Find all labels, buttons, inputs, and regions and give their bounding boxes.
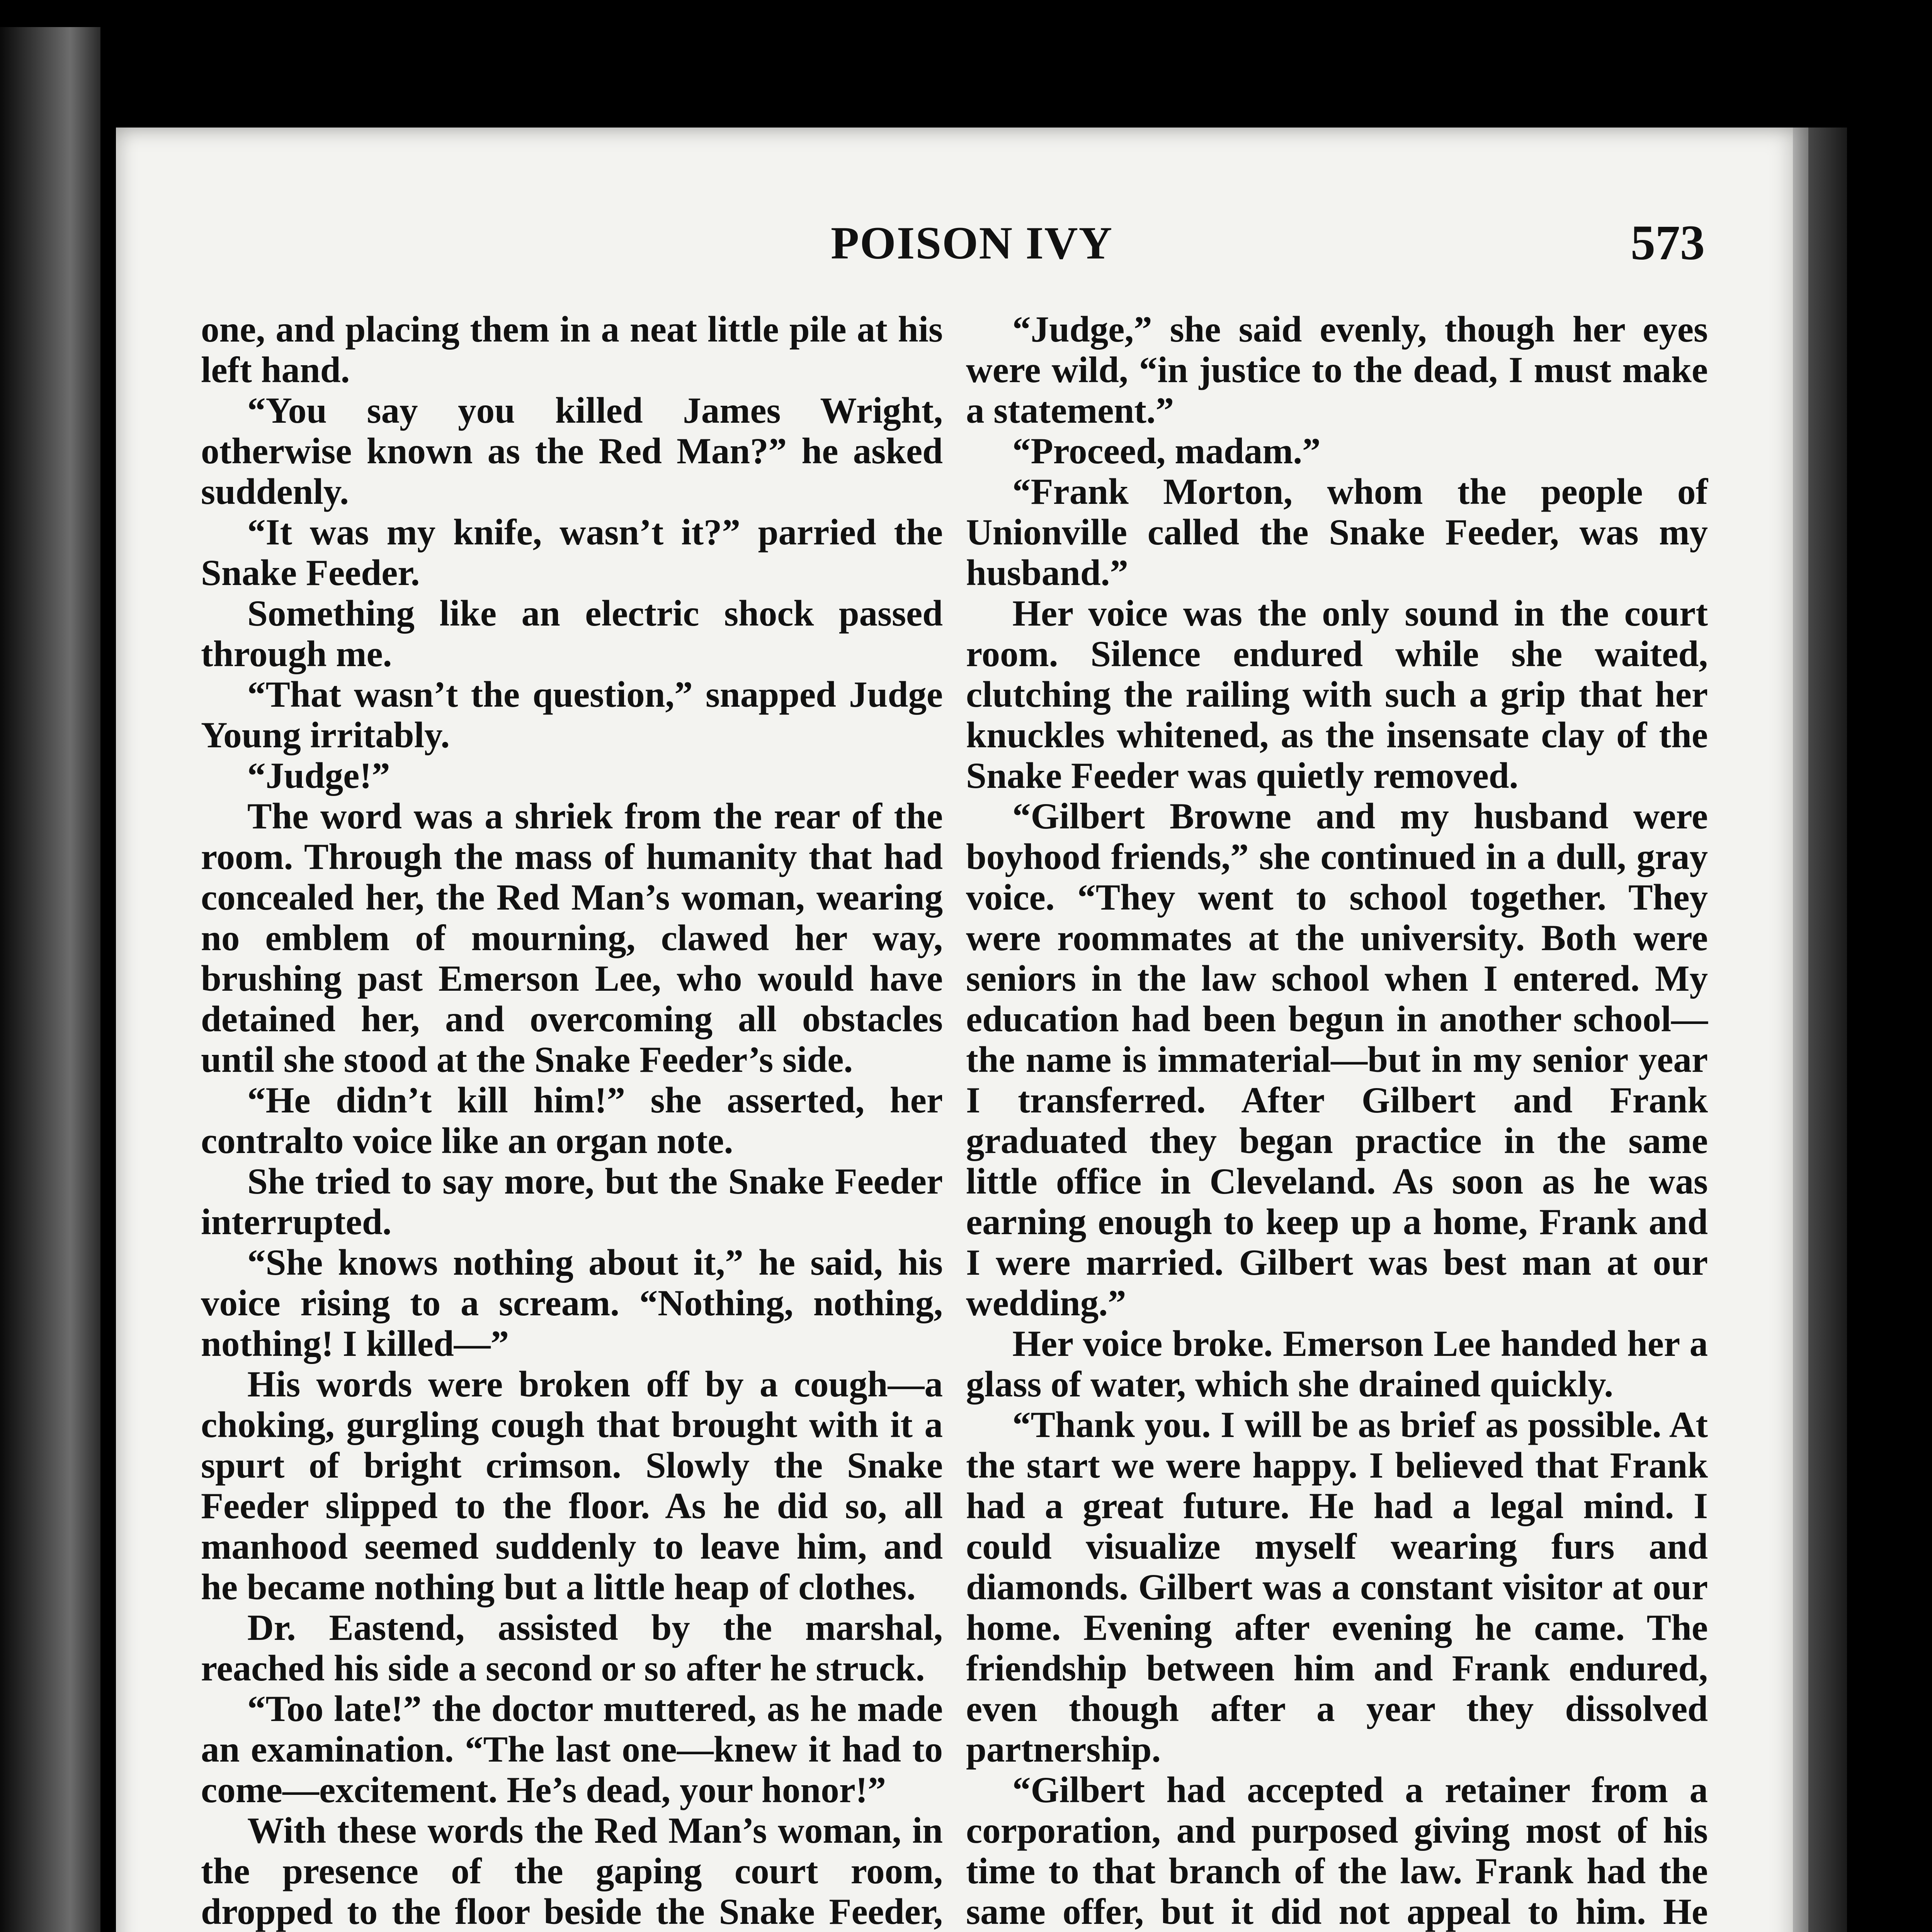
- paragraph: Her voice broke. Emerson Lee handed her a glass of water, which she drained quickly.: [966, 1323, 1708, 1405]
- paragraph: “Proceed, madam.”: [1012, 430, 1321, 471]
- paragraph: “He didn’t kill him!” she asserted, her contralto voice like an organ note.: [201, 1080, 943, 1161]
- paragraph: Her voice was the only sound in the court room. Silence endured while she waited, clutching the railing with such a grip that her knuckles whitened, as the insensate clay of the Snake Feeder was quietly removed.: [966, 593, 1708, 796]
- paragraph: “Gilbert had accepted a retainer from a corporation, and purposed giving most of his time to that branch of the law. Frank had the same offer, but it did not appeal to him. He: [966, 1769, 1708, 1932]
- paragraph: “She knows nothing about it,” he said, his voice rising to a scream. “Nothing, nothing, nothing! I killed—”: [201, 1242, 943, 1364]
- paragraph: Something like an electric shock passed through me.: [201, 593, 943, 674]
- adjacent-page-edge: [0, 27, 100, 1932]
- left-column: [201, 309, 943, 1932]
- paragraph: Dr. Eastend, assisted by the marshal, reached his side a second or so after he struck.: [201, 1607, 943, 1689]
- paragraph: “Gilbert Browne and my husband were boyhood friends,” she continued in a dull, gray voice. “They went to school together. They were roommates at the university. Both were seniors in the law school when I entered. My education had been begun in another school—the name is immaterial—but in my senior year I transferred. After Gilbert and Frank graduated they began practice in the same little office in Cleveland. As soon as he was earning enough to keep up a home, Frank and I were married. Gilbert was best man at our wedding.”: [966, 796, 1708, 1323]
- paragraph: “You say you killed James Wright, otherwise known as the Red Man?” he asked suddenly.: [201, 390, 943, 512]
- paragraph: His words were broken off by a cough—a choking, gurgling cough that brought with it a spurt of bright crimson. Slowly the Snake Feeder slipped to the floor. As he did so, all manhood seemed suddenly to leave him, and he became nothing but a little heap of clothes.: [201, 1364, 943, 1607]
- page-number: 573: [1631, 215, 1705, 270]
- paragraph: The word was a shriek from the rear of the room. Through the mass of humanity that had concealed her, the Red Man’s woman, wearing no emblem of mourning, clawed her way, brushing past Emerson Lee, who would have detained her, and overcoming all obstacles until she stood at the Snake Feeder’s side.: [201, 796, 943, 1080]
- paragraph: “Judge,” she said evenly, though her eyes were wild, “in justice to the dead, I must make a statement.”: [966, 309, 1708, 431]
- running-head: POISON IVY: [831, 217, 1113, 269]
- paragraph: “Judge!”: [247, 755, 390, 796]
- paragraph: “That wasn’t the question,” snapped Judge Young irritably.: [201, 674, 943, 755]
- page-gutter-shadow: [1793, 128, 1847, 1932]
- paragraph: She tried to say more, but the Snake Feeder interrupted.: [201, 1161, 943, 1242]
- paragraph: “Thank you. I will be as brief as possible. At the start we were happy. I believed that Frank had a great future. He had a legal mind. I could visualize myself wearing furs and diamonds. Gilbert was a constant visitor at our home. Evening after evening he came. The friendship between him and Frank endured, even though after a year they dissolved partnership.: [966, 1404, 1708, 1770]
- paragraph: “Frank Morton, whom the people of Unionville called the Snake Feeder, was my husband.”: [966, 471, 1708, 593]
- paragraph: “It was my knife, wasn’t it?” parried the Snake Feeder.: [201, 512, 943, 593]
- paragraph: “Too late!” the doctor muttered, as he made an examination. “The last one—knew it had to come—excitement. He’s dead, your honor!”: [201, 1688, 943, 1810]
- paragraph: With these words the Red Man’s woman, in the presence of the gaping court room, dropped to the floor beside the Snake Feeder,: [201, 1810, 943, 1932]
- paragraph: one, and placing them in a neat little pile at his left hand.: [201, 309, 943, 390]
- right-column: [966, 309, 1708, 1932]
